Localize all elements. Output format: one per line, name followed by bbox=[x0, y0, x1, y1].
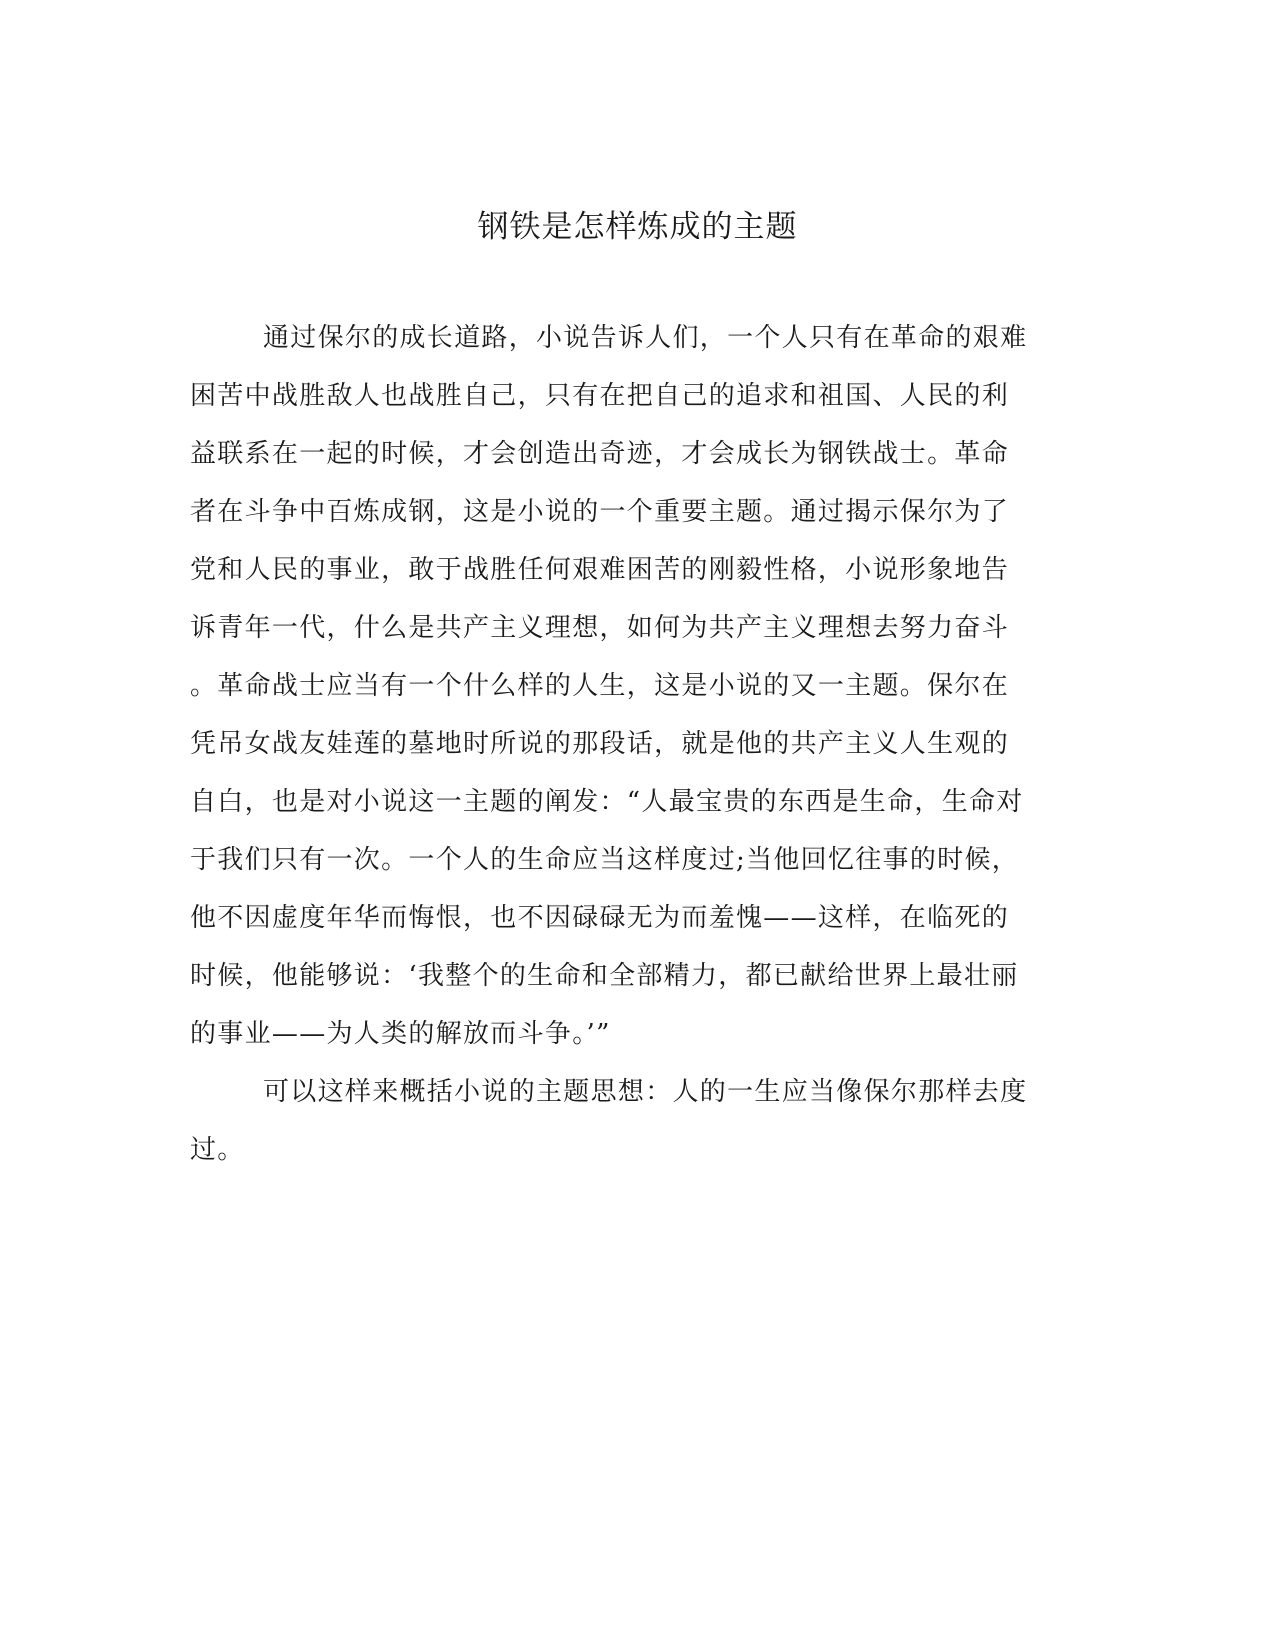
paragraph-line: 困苦中战胜敌人也战胜自己，只有在把自己的追求和祖国、人民的利 bbox=[190, 381, 1010, 411]
paragraph-line: 党和人民的事业，敢于战胜任何艰难困苦的刚毅性格，小说形象地告 bbox=[190, 555, 1010, 585]
paragraph-line: 者在斗争中百炼成钢，这是小说的一个重要主题。通过揭示保尔为了 bbox=[190, 497, 1010, 527]
paragraph-line: 。革命战士应当有一个什么样的人生，这是小说的又一主题。保尔在 bbox=[190, 671, 1010, 701]
paragraph-line: 自白，也是对小说这一主题的阐发：“人最宝贵的东西是生命，生命对 bbox=[190, 787, 1024, 817]
paragraph-line: 通过保尔的成长道路，小说告诉人们，一个人只有在革命的艰难 bbox=[263, 323, 1028, 353]
paragraph-line: 过。 bbox=[190, 1135, 245, 1165]
paragraph-line: 可以这样来概括小说的主题思想：人的一生应当像保尔那样去度 bbox=[263, 1077, 1028, 1107]
paragraph-line: 他不因虚度年华而悔恨，也不因碌碌无为而羞愧——这样，在临死的 bbox=[190, 903, 1010, 933]
paragraph-line: 凭吊女战友娃莲的墓地时所说的那段话，就是他的共产主义人生观的 bbox=[190, 729, 1010, 759]
document-title: 钢铁是怎样炼成的主题 bbox=[477, 209, 798, 245]
paragraph-line: 时候，他能够说：‘我整个的生命和全部精力，都已献给世界上最壮丽 bbox=[190, 961, 1019, 991]
paragraph-line: 诉青年一代，什么是共产主义理想，如何为共产主义理想去努力奋斗 bbox=[190, 613, 1010, 643]
paragraph-line: 于我们只有一次。一个人的生命应当这样度过;当他回忆往事的时候， bbox=[190, 845, 1020, 875]
paragraph-line: 的事业——为人类的解放而斗争。’” bbox=[190, 1019, 611, 1049]
paragraph-line: 益联系在一起的时候，才会创造出奇迹，才会成长为钢铁战士。革命 bbox=[190, 439, 1010, 469]
